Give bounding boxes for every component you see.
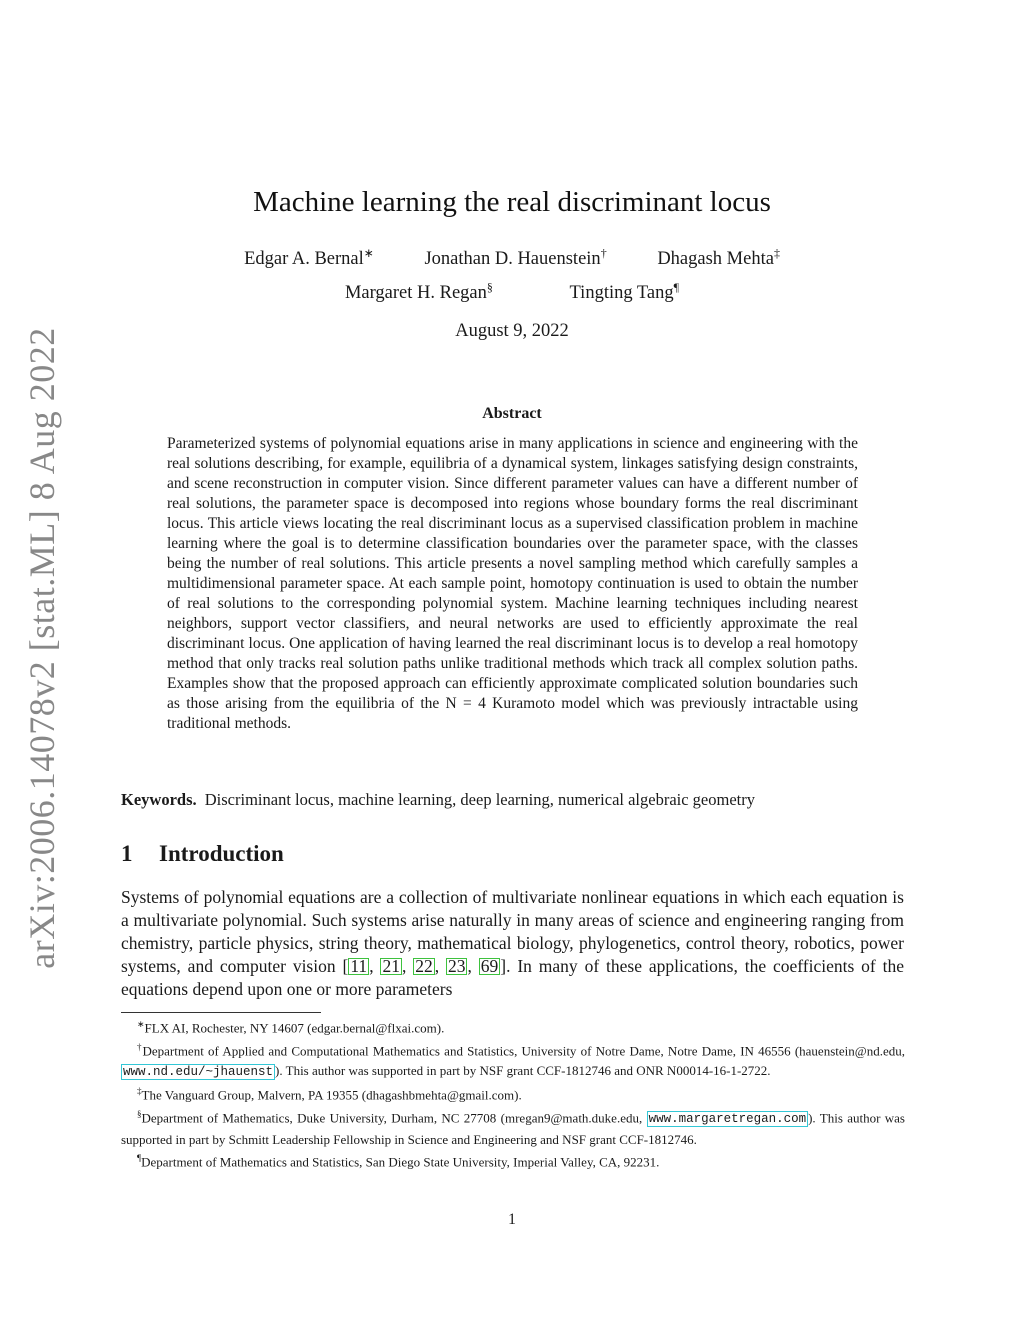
author-mark: ‡ <box>773 246 780 260</box>
footnote-text: Department of Applied and Computational Mathematics and Statistics, University of Notre Dame, Notre Dame, IN 46556 (hauenstein@nd.edu, <box>142 1043 905 1059</box>
citation-link[interactable]: 69 <box>480 956 499 976</box>
author <box>244 246 374 270</box>
footnote <box>121 1082 905 1105</box>
author-name: Jonathan D. Hauenstein <box>424 249 601 270</box>
homepage-link[interactable]: www.margaretregan.com <box>648 1112 807 1127</box>
footnote <box>121 1149 905 1172</box>
keywords-text: Discriminant locus, machine learning, deep learning, numerical algebraic geometry <box>204 790 755 809</box>
citation-link[interactable]: 22 <box>415 956 433 976</box>
footnote-text: The Vanguard Group, Malvern, PA 19355 (dhagashbmehta@gmail.com). <box>141 1087 522 1103</box>
author-mark: ∗ <box>363 246 374 260</box>
author <box>570 280 680 304</box>
author-name: Edgar A. Bernal <box>244 249 364 270</box>
abstract-heading: Abstract <box>482 405 542 422</box>
homepage-link[interactable]: www.nd.edu/~jhauenst <box>123 1064 274 1079</box>
intro-text-after: ]. In many of these applications, the coefficients of the equations depend upon one or more parameters <box>121 956 905 999</box>
citation-link[interactable]: 21 <box>382 956 400 976</box>
footnote <box>121 1038 905 1082</box>
citation-link[interactable]: 11 <box>350 956 368 976</box>
footnote <box>121 1105 905 1149</box>
footnotes <box>121 1015 905 1172</box>
footnote-text: ). This author was supported in part by NSF grant CCF-1812746 and ONR N00014-16-1-2722. <box>275 1062 771 1078</box>
page-number: 1 <box>508 1211 516 1228</box>
author-name: Tingting Tang <box>569 283 674 304</box>
authors-row-1 <box>0 246 1024 270</box>
citation-link[interactable]: 23 <box>447 956 466 976</box>
arxiv-stamp: arXiv:2006.14078v2 [stat.ML] 8 Aug 2022 <box>22 327 62 969</box>
intro-paragraph: Systems of polynomial equations are a collection of multivariate nonlinear equations in which each equation is a multivariate polynomial. Such systems arise naturally in many areas of science and engineering ranging from chemistry, particle physics, string theory, mathematical biology, phylogenetics, control theory, robotics, power systems, and computer vision [ 11 , 21 , 22 , 23 , 69 ]. In many of these applications, the coefficients of the equations depend upon one or more parameters <box>121 887 905 999</box>
footnote-mark: † <box>137 1041 143 1052</box>
footnote-text: FLX AI, Rochester, NY 14607 (edgar.bernal@flxai.com). <box>144 1020 445 1036</box>
keywords-label: Keywords. <box>121 790 197 809</box>
author-name: Dhagash Mehta <box>657 249 774 270</box>
paper-title: Machine learning the real discriminant locus <box>253 186 771 218</box>
author-mark: † <box>600 246 607 260</box>
abstract-text: Parameterized systems of polynomial equations arise in many applications in science and engineering with the real solutions describing, for example, equilibria of a dynamical system, linkages satisfying design constraints, and scene reconstruction in computer vision. Since different parameter values can have a different number of real solutions, the parameter space is decomposed into regions whose boundary forms the real discriminant locus. This article views locating the real discriminant locus as a supervised classification problem in machine learning where the goal is to determine classification boundaries over the parameter space, with the classes being the number of real solutions. This article presents a novel sampling method which carefully samples a multidimensional parameter space. At each sample point, homotopy continuation is used to obtain the number of real solutions to the corresponding polynomial system. Machine learning techniques including nearest neighbors, support vector classifiers, and neural networks are used to efficiently approximate the real discriminant locus. One application of having learned the real discriminant locus is to develop a real homotopy method that only tracks real solution paths unlike traditional methods which track all complex solution paths. Examples show that the proposed approach can efficiently approximate complicated solution boundaries such as those arising from the equilibria of the N = 4 Kuramoto model which was previously intractable using traditional methods. <box>167 435 858 732</box>
author-name: Margaret H. Regan <box>344 283 487 304</box>
author <box>657 246 780 270</box>
footnote-text: Department of Mathematics, Duke University, Durham, NC 27708 (mregan9@math.duke.edu, <box>141 1110 647 1126</box>
intro-text-before: Systems of polynomial equations are a collection of multivariate nonlinear equations in which each equation is a multivariate polynomial. Such systems arise naturally in many areas of science and engineering ranging from chemistry, particle physics, string theory, mathematical biology, phylogenetics, control theory, robotics, power systems, and computer vision [ <box>121 887 904 976</box>
author <box>345 280 493 304</box>
section-number: 1 <box>121 841 133 866</box>
section-heading <box>121 841 284 867</box>
footnote-mark: ‡ <box>137 1086 142 1097</box>
footnote-text: Department of Mathematics and Statistics, San Diego State University, Imperial Valley, CA, 92231. <box>141 1154 660 1170</box>
footnote-mark: ¶ <box>137 1153 142 1164</box>
authors-row-2 <box>0 280 1024 304</box>
author-mark: ¶ <box>673 280 680 294</box>
keywords <box>121 790 906 810</box>
paper-date: August 9, 2022 <box>455 321 569 341</box>
footnote-text: ). This author was supported in part by Schmitt Leadership Fellowship in Science and Engineering and NSF grant CCF-1812746. <box>121 1110 905 1147</box>
footnote-mark: § <box>137 1108 142 1119</box>
author-mark: § <box>486 280 493 294</box>
footnote-mark: ∗ <box>137 1019 145 1029</box>
author <box>424 246 606 270</box>
footnote <box>121 1015 905 1038</box>
section-title: Introduction <box>159 841 284 866</box>
footnote-rule <box>121 1012 321 1013</box>
